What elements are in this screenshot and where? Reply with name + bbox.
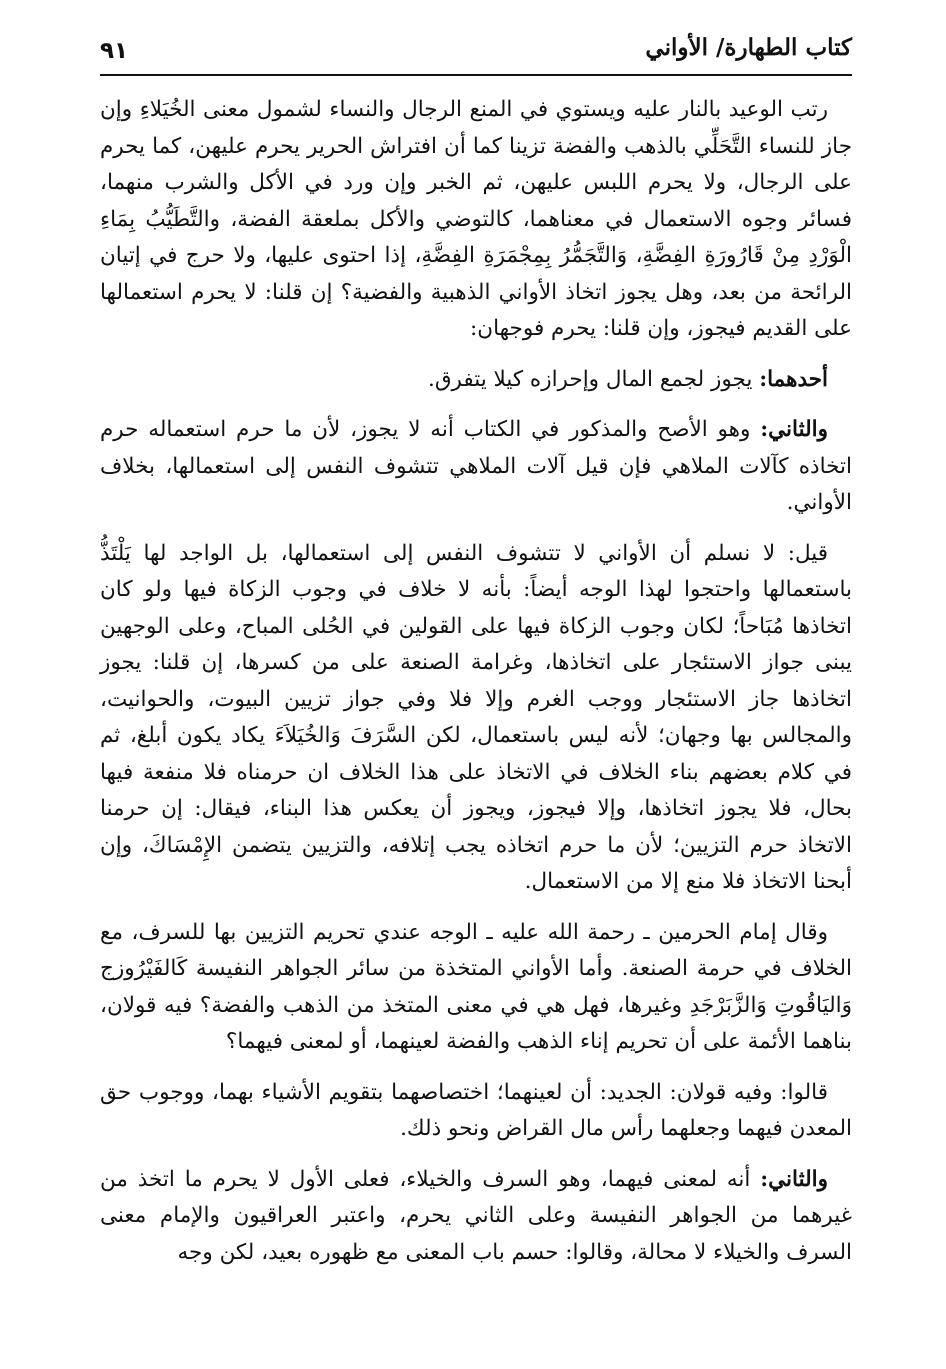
paragraph-text: أنه لمعنى فيهما، وهو السرف والخيلاء، فعلى الأول لا يحرم ما اتخذ من غيرهما من الجواهر النفيسة وعلى الثاني يحرم، واعتبر العراقيون والإمام معنى السرف والخيلاء لا محالة، وقالوا: حسم باب المعنى مع ظهوره بعيد، لكن وجه — [100, 1166, 852, 1265]
paragraph-lead: والثاني: — [760, 417, 828, 442]
paragraph-text: رتب الوعيد بالنار عليه ويستوي في المنع الرجال والنساء لشمول معنى الخُيَلاءِ وإن جاز للنساء التَّحَلِّي بالذهب والفضة تزينا كما أن افتراش الحرير يحرم عليهن، كما يحرم على الرجال، ولا يحرم اللبس عليهن، ثم الخبر وإن ورد في الأكل والشرب منهما، فسائر وجوه الاستعمال في معناهما، كالتوضي والأكل بملعقة الفضة، والتَّطَيُّبُ بِمَاءِ الْوَرْدِ مِنْ قَارُورَةِ الفِضَّةِ، وَالتَّجَمُّرُ بِمِجْمَرَةِ الفِضَّةِ، إذا احتوى عليها، ولا حرج في إتيان الرائحة من بعد، وهل يجوز اتخاذ الأواني الذهبية والفضية؟ إن قلنا: لا يحرم استعمالها على القديم فيجوز، وإن قلنا: يحرم فوجهان: — [100, 97, 852, 341]
paragraph-text: يجوز لجمع المال وإحرازه كيلا يتفرق. — [427, 366, 760, 392]
paragraph-lead: أحدهما: — [759, 366, 828, 392]
paragraph — [100, 362, 852, 399]
paragraph — [100, 412, 852, 522]
paragraph-text: قيل: لا نسلم أن الأواني لا تتشوف النفس إلى استعمالها، بل الواجد لها يَلْتَذُّ باستعمالها واحتجوا لهذا الوجه أيضاً: بأنه لا خلاف في وجوب الزكاة فيها ولو كان اتخاذها مُبَاحاً؛ لكان وجوب الزكاة فيها على القولين في الحُلى المباح، وعلى الوجهين يبنى جواز الاستئجار على اتخاذها، وغرامة الصنعة على من كسرها، إن قلنا: يجوز اتخاذها جاز الاستئجار ووجب الغرم وإلا فلا وفي جواز تزيين البيوت، والحوانيت، والمجالس بها وجهان؛ لأنه ليس باستعمال، لكن السَّرَفَ وَالخُيَلاَءَ يكاد يكون أبلغ، ثم في كلام بعضهم بناء الخلاف في الاتخاذ على هذا الخلاف ان حرمناه فلا منفعة فيها بحال، فلا يجوز اتخاذها، وإلا فيجوز، ويجوز أن يعكس هذا البناء، فيقال: إن حرمنا الاتخاذ حرم التزيين؛ لأن ما حرم اتخاذه يجب إتلافه، والتزيين يتضمن الإِمْسَاكَ، وإن أبحنا الاتخاذ فلا منع إلا من الاستعمال. — [100, 540, 852, 894]
paragraph-text: وهو الأصح والمذكور في الكتاب أنه لا يجوز، لأن ما حرم استعماله حرم اتخاذه كآلات الملاهي فإن قيل آلات الملاهي تتشوف النفس إلى استعمالها، بخلاف الأواني. — [100, 417, 852, 515]
page-header — [100, 28, 852, 76]
paragraph-lead: والثاني: — [760, 1166, 828, 1192]
running-title: كتاب الطهارة/ الأواني — [645, 34, 852, 61]
paragraph — [100, 1075, 852, 1148]
paragraph — [100, 915, 852, 1061]
paragraph-text: وقال إمام الحرمين ـ رحمة الله عليه ـ الوجه عندي تحريم التزيين بها للسرف، مع الخلاف في حرمة الصنعة. وأما الأواني المتخذة من سائر الجواهر النفيسة كَالفَيْرُوزج وَاليَاقُوتِ وَالزَّبَرْجَدِ وغيرها، فهل هي في معنى المتخذ من الذهب والفضة؟ فيه قولان، بناهما الأئمة على أن تحريم إناء الذهب والفضة لعينهما، أو لمعنى فيهما؟ — [100, 919, 852, 1054]
paragraph — [100, 1162, 852, 1272]
body-text — [100, 92, 852, 1285]
page-number: ٩١ — [100, 38, 129, 64]
paragraph — [100, 536, 852, 901]
paragraph — [100, 92, 852, 348]
paragraph-text: قالوا: وفيه قولان: الجديد: أن لعينهما؛ اختصاصهما بتقويم الأشياء بهما، ووجوب حق المعدن فيهما وجعلهما رأس مال القراض ونحو ذلك. — [100, 1079, 852, 1141]
